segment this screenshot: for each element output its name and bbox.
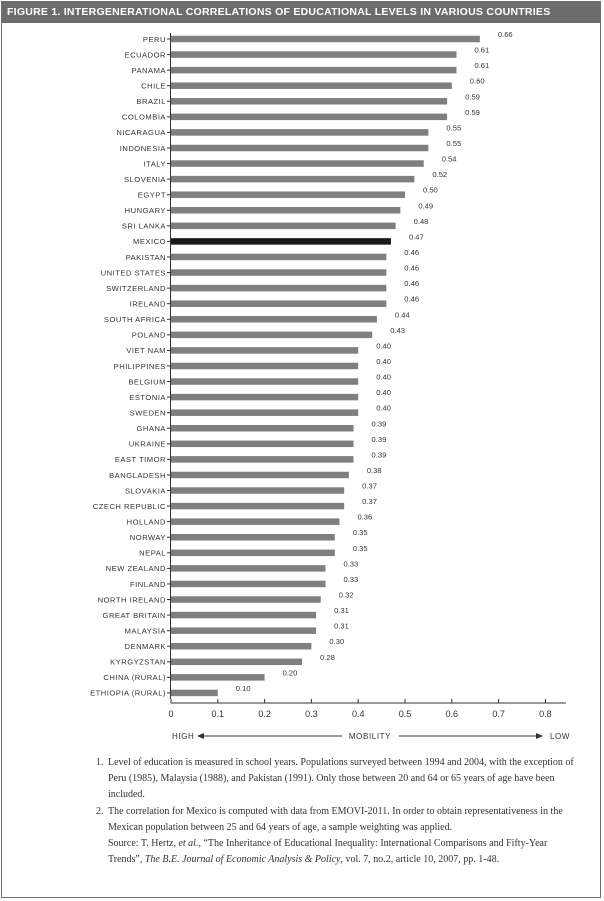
bar	[171, 612, 316, 619]
bar	[171, 627, 316, 634]
category-label: MEXICO	[133, 237, 166, 247]
value-label: 0.66	[497, 30, 513, 39]
bar	[171, 207, 400, 214]
footnote-number: 2.	[96, 806, 104, 817]
x-tick-label: 0	[168, 709, 174, 719]
value-label: 0.33	[343, 574, 359, 584]
bar	[171, 518, 339, 525]
value-label: 0.55	[446, 138, 462, 148]
category-label: CZECH REPUBLIC	[92, 501, 166, 511]
source-citation	[108, 838, 547, 865]
bar	[171, 316, 377, 323]
category-label: SOUTH AFRICA	[103, 315, 166, 325]
value-label: 0.46	[404, 294, 420, 304]
x-tick-label: 0.2	[258, 709, 271, 719]
value-label: 0.61	[474, 61, 490, 71]
annotation-mobility: MOBILITY	[348, 732, 392, 741]
category-label: NEW ZEALAND	[105, 564, 166, 574]
category-label: CHINA (RURAL)	[103, 673, 166, 683]
arrow-left-icon	[197, 733, 204, 739]
x-tick-label: 0.7	[492, 709, 505, 719]
category-label: EAST TIMOR	[114, 455, 166, 465]
bar	[171, 596, 321, 603]
x-tick-label: 0.8	[539, 709, 552, 719]
value-label: 0.38	[366, 465, 382, 475]
value-label: 0.46	[404, 279, 420, 289]
bar	[171, 145, 428, 152]
annotation-low: LOW	[550, 732, 571, 741]
x-tick-label: 0.5	[398, 709, 412, 719]
bar	[171, 347, 358, 354]
category-label: SWEDEN	[129, 408, 166, 418]
value-label: 0.39	[371, 434, 387, 444]
value-label: 0.59	[465, 92, 480, 102]
bar	[171, 176, 414, 183]
value-label: 0.47	[408, 232, 424, 242]
value-label: 0.40	[376, 341, 391, 351]
source-etal: et al.	[178, 838, 199, 849]
value-label: 0.48	[413, 216, 429, 226]
bar	[171, 191, 405, 198]
value-label: 0.39	[371, 419, 387, 429]
bar	[171, 300, 386, 307]
bar-highlight	[171, 238, 391, 245]
bar	[171, 534, 335, 541]
value-label: 0.61	[474, 45, 490, 55]
source-journal: The B.E. Journal of Economic Analysis & Policy	[144, 854, 341, 865]
category-label: PERU	[142, 34, 166, 44]
bar	[171, 503, 344, 510]
footnote-text: The correlation for Mexico is computed with data from EMOVI-2011. In order to obtain representativeness in the Mexican population between 25 and 64 years of age, a sample weighting was applied.	[108, 806, 563, 833]
value-label: 0.35	[352, 528, 368, 538]
bar	[171, 674, 265, 681]
bar	[171, 565, 325, 572]
category-label: COLOMBIA	[121, 112, 166, 122]
bar	[171, 36, 480, 43]
bar	[171, 659, 302, 666]
value-label: 0.43	[390, 325, 406, 335]
footnotes	[96, 755, 574, 869]
value-label: 0.37	[362, 497, 377, 507]
annotation-high: HIGH	[172, 732, 195, 741]
bar	[171, 254, 386, 260]
bar	[171, 394, 358, 401]
value-label: 0.39	[371, 450, 387, 460]
value-label: 0.46	[404, 247, 420, 257]
bar	[171, 223, 396, 230]
value-label: 0.32	[338, 590, 354, 600]
value-label: 0.49	[418, 201, 434, 211]
value-label: 0.50	[423, 185, 438, 195]
source-prefix: Source: T. Hertz,	[108, 838, 179, 849]
value-label: 0.59	[465, 107, 480, 117]
category-label: GREAT BRITAIN	[102, 610, 166, 620]
bar	[171, 114, 447, 121]
bar	[171, 67, 456, 74]
value-label: 0.40	[376, 403, 391, 413]
value-label: 0.60	[469, 76, 485, 86]
x-tick-label: 0.3	[305, 709, 318, 719]
category-label: ESTONIA	[129, 392, 166, 402]
arrow-right-icon	[536, 733, 543, 739]
source-end: , vol. 7, no.2, article 10, 2007, pp. 1-48.	[340, 854, 500, 865]
category-label: KYRGYZSTAN	[110, 657, 166, 667]
category-label: PANAMA	[131, 65, 166, 75]
footnote-2	[96, 804, 574, 868]
bar	[171, 160, 424, 167]
category-label: ITALY	[143, 159, 166, 169]
bar	[171, 332, 372, 339]
value-label: 0.40	[376, 356, 391, 366]
category-label: MALAYSIA	[124, 626, 166, 636]
bar	[171, 98, 447, 105]
value-label: 0.31	[334, 606, 349, 616]
value-label: 0.44	[394, 310, 410, 320]
x-tick-label: 0.6	[445, 709, 459, 719]
bar	[171, 82, 452, 89]
category-label: SLOVAKIA	[124, 486, 166, 496]
value-label: 0.35	[352, 543, 368, 553]
bar	[171, 690, 218, 697]
category-label: UKRAINE	[128, 439, 166, 449]
footnote-number: 1.	[96, 757, 104, 768]
bar	[171, 550, 335, 557]
bar	[171, 285, 386, 292]
category-label: ECUADOR	[124, 50, 166, 60]
value-label: 0.20	[282, 668, 298, 678]
bar	[171, 472, 349, 479]
category-label: SRI LANKA	[121, 221, 166, 231]
category-label: SLOVENIA	[124, 174, 166, 184]
value-label: 0.37	[362, 481, 377, 491]
category-label: EGYPT	[137, 190, 166, 200]
x-tick-label: 0.4	[351, 709, 365, 719]
x-tick-label: 0.1	[211, 709, 225, 719]
value-label: 0.10	[235, 683, 251, 693]
category-label: BRAZIL	[136, 97, 166, 107]
bar	[171, 363, 358, 370]
category-label: GHANA	[136, 424, 166, 434]
value-label: 0.40	[376, 372, 391, 382]
category-label: PAKISTAN	[125, 252, 166, 262]
value-label: 0.28	[320, 652, 335, 662]
bar	[171, 409, 358, 416]
category-label: VIET NAM	[126, 346, 166, 356]
source-title: , “The Inheritance of Educational Inequality: International Comparisons and Fifty-Year Trends”,	[108, 838, 548, 865]
value-label: 0.33	[343, 559, 359, 569]
figure-title: FIGURE 1. INTERGENERATIONAL CORRELATIONS OF EDUCATIONAL LEVELS IN VARIOUS COUNTRIES	[2, 2, 600, 23]
footnote-1	[96, 755, 574, 803]
category-label: POLAND	[131, 330, 166, 340]
bar	[171, 51, 456, 58]
bar	[171, 129, 428, 136]
value-label: 0.40	[376, 388, 391, 398]
category-label: SWITZERLAND	[106, 283, 166, 293]
footnote-text: Level of education is measured in school years. Populations surveyed between 1994 and 2004, with the exception of Peru (1985), Malaysia (1988), and Pakistan (1991). Only those between 20 and 64 or 65 years of age have been included.	[108, 757, 574, 800]
category-label: NORWAY	[129, 533, 166, 543]
bar	[171, 643, 311, 650]
value-label: 0.31	[334, 621, 349, 631]
category-label: FINLAND	[130, 579, 166, 589]
category-label: NORTH IRELAND	[97, 595, 166, 605]
category-label: HUNGARY	[124, 206, 166, 216]
category-label: CHILE	[141, 81, 166, 91]
value-label: 0.30	[329, 637, 345, 647]
category-label: IRELAND	[129, 299, 166, 309]
category-label: BELGIUM	[128, 377, 166, 387]
value-label: 0.55	[446, 123, 462, 133]
bar	[171, 441, 354, 448]
bar	[171, 456, 354, 463]
category-label: DENMARK	[124, 642, 166, 652]
category-label: NEPAL	[139, 548, 166, 558]
value-label: 0.54	[441, 154, 457, 164]
category-label: HOLLAND	[126, 517, 166, 527]
value-label: 0.36	[357, 512, 373, 522]
category-label: UNITED STATES	[100, 268, 166, 278]
bar	[171, 269, 386, 276]
bar	[171, 581, 325, 588]
category-label: NICARAGUA	[116, 128, 166, 138]
value-label: 0.52	[432, 170, 448, 180]
bar	[171, 425, 354, 432]
category-label: BANGLADESH	[109, 470, 166, 480]
bar	[171, 487, 344, 494]
bar	[171, 378, 358, 385]
value-label: 0.46	[404, 263, 420, 273]
category-label: ETHIOPIA (RURAL)	[90, 688, 166, 698]
category-label: PHILIPPINES	[113, 361, 166, 371]
category-label: INDONESIA	[119, 143, 166, 153]
